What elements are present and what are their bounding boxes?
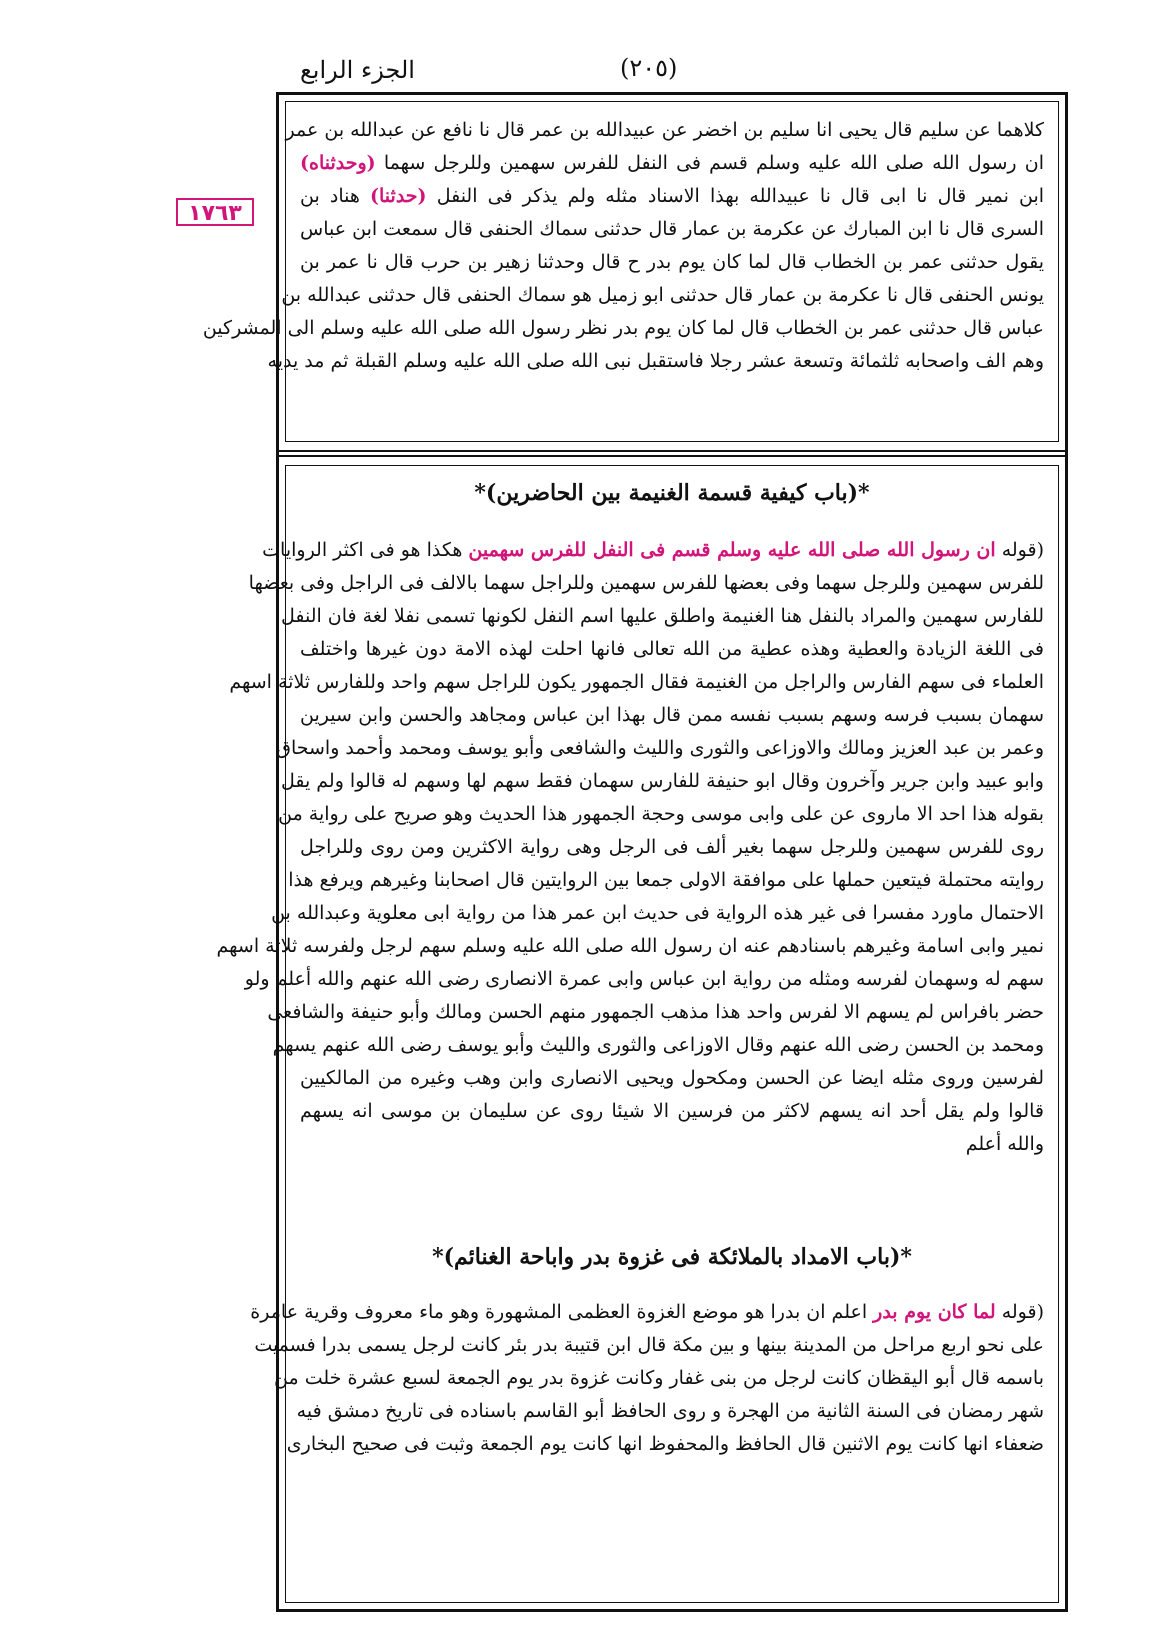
- text-line: (قوله ان رسول الله صلى الله عليه وسلم قسم فى النفل للفرس سهمين هكذا هو فى اكثر الروايات: [262, 539, 1044, 561]
- text-line: وعمر بن عبد العزيز ومالك والاوزاعى والثورى والليث والشافعى وأبو يوسف ومحمد وأحمد واسحاق: [276, 737, 1044, 759]
- text-line: شهر رمضان فى السنة الثانية من الهجرة و روى الحافظ أبو القاسم باسناده فى تاريخ دمشق فيه: [296, 1400, 1044, 1422]
- text-line: روى للفرس سهمين وللرجل سهما بغير ألف فى الرجل وهى رواية الاكثرين ومن روى وللراجل: [300, 836, 1044, 858]
- commentary-text: [250, 1296, 1044, 1461]
- text-line: ان رسول الله صلى الله عليه وسلم قسم فى النفل للفرس سهمين وللرجل سهما (وحدثناه): [300, 152, 1044, 174]
- text-line: وابو عبيد وابن جرير وآخرون وقال ابو حنيفة للفارس سهمان فقط سهم لها وسهم له قالوا ولم يقل: [280, 770, 1044, 792]
- text-line: سهمان بسبب فرسه وسهم بسبب نفسه ممن قال بهذا ابن عباس ومجاهد والحسن وابن سيرين: [300, 704, 1044, 726]
- text-line: فى اللغة الزيادة والعطية وهذه عطية من الله تعالى فانها احلت لهذه الامة دون غيرها واختلف: [300, 638, 1044, 660]
- chapter-heading: *(باب الامداد بالملائكة فى غزوة بدر واباحة الغنائم)*: [432, 1244, 912, 1270]
- text-line: روايته محتملة فيتعين حملها على موافقة الاولى جمعا بين الروايتين قال اصحابنا وغيرهم ويرفع هذا: [288, 869, 1044, 891]
- page-number: (٢٠٥): [620, 54, 678, 82]
- text-line: على نحو اربع مراحل من المدينة بينها و بين مكة قال ابن قتيبة بدر بئر كانت لرجل يسمى بدرا فسميت: [254, 1334, 1044, 1356]
- text-line: للفارس سهمين والمراد بالنفل هنا الغنيمة واطلق عليها اسم النفل لكونها تسمى نفلا لغة فان النفل: [280, 605, 1044, 627]
- text-line: قالوا ولم يقل أحد انه يسهم لاكثر من فرسين الا شيئا روى عن سليمان بن موسى انه يسهم: [300, 1100, 1044, 1122]
- hadith-marker: (وحدثناه): [300, 152, 376, 174]
- quoted-hadith: ان رسول الله صلى الله عليه وسلم قسم فى النفل للفرس سهمين: [468, 539, 996, 561]
- text-line: بقوله هذا احد الا ماروى عن على وابى موسى وحجة الجمهور هذا الحديث وهو صريح على رواية من: [278, 803, 1044, 825]
- hadith-marker: (حدثنا): [370, 185, 427, 207]
- section-divider: [279, 450, 1065, 457]
- margin-hadith-number: ١٧٦٣: [176, 198, 254, 226]
- text-line: لفرسين وروى مثله ايضا عن الحسن ومكحول ويحيى الانصارى وابن وهب وغيره من المالكيين: [300, 1067, 1044, 1089]
- text-line: ابن نمير قال نا ابى قال نا عبيدالله بهذا الاسناد مثله ولم يذكر فى النفل (حدثنا) هناد بن: [300, 185, 1045, 207]
- text-line: يقول حدثنى عمر بن الخطاب قال لما كان يوم بدر ح قال وحدثنا زهير بن حرب قال نا عمر بن: [300, 251, 1044, 273]
- text-line: عباس قال حدثنى عمر بن الخطاب قال لما كان يوم بدر نظر رسول الله صلى الله عليه وسلم الى المشركين: [202, 317, 1044, 339]
- text-line: الاحتمال ماورد مفسرا فى غير هذه الرواية فى حديث ابن عمر هذا من رواية ابى معلوية وعبدالله بن: [271, 902, 1044, 924]
- text-line: للفرس سهمين وللرجل سهما وفى بعضها للفرس سهمين وللراجل سهما بالالف فى الراجل وفى بعضها: [248, 572, 1044, 594]
- text-line: ومحمد بن الحسن رضى الله عنهم وقال الاوزاعى والثورى والليث وأبو يوسف رضى الله عنهم يسهم: [272, 1034, 1044, 1056]
- text-line: وهم الف واصحابه ثلثمائة وتسعة عشر رجلا فاستقبل نبى الله صلى الله عليه وسلم القبلة ثم مد يديه: [267, 350, 1044, 372]
- text-line: ضعفاء انها كانت يوم الاثنين قال الحافظ والمحفوظ انها كانت يوم الجمعة وثبت فى صحيح البخارى: [286, 1433, 1044, 1455]
- text-line: العلماء فى سهم الفارس والراجل من الغنيمة فقال الجمهور يكون للراجل سهم واحد وللفارس ثلاثة اسهم: [229, 671, 1044, 693]
- commentary-box: [216, 465, 1059, 1603]
- text-line: والله أعلم: [965, 1133, 1044, 1155]
- text-line: باسمه قال أبو اليقظان كانت لرجل من بنى غفار وكانت غزوة بدر يوم الجمعة لسبع عشرة خلت من: [274, 1367, 1044, 1389]
- page-header-title: الجزء الرابع: [300, 56, 415, 84]
- commentary-text: [216, 534, 1044, 1161]
- text-line: السرى قال نا ابن المبارك عن عكرمة بن عمار قال حدثنى سماك الحنفى قال سمعت ابن عباس: [300, 218, 1044, 240]
- text-line: كلاهما عن سليم قال يحيى انا سليم بن اخضر عن عبيدالله بن عمر قال نا نافع عن عبدالله بن عمر: [285, 119, 1044, 141]
- text-line: (قوله لما كان يوم بدر اعلم ان بدرا هو موضع الغزوة العظمى المشهورة وهو ماء معروف وقرية عامرة: [250, 1301, 1044, 1323]
- chapter-heading: *(باب كيفية قسمة الغنيمة بين الحاضرين)*: [474, 480, 870, 506]
- quoted-hadith: لما كان يوم بدر: [873, 1301, 996, 1323]
- text-line: يونس الحنفى قال نا عكرمة بن عمار قال حدثنى ابو زميل هو سماك الحنفى قال حدثنى عبدالله بن: [281, 284, 1044, 306]
- text-line: سهم له وسهمان لفرسه ومثله من رواية ابن عباس وابى عمرة الانصارى رضى الله عنهم والله أعلم ولو: [244, 968, 1044, 990]
- text-line: حضر بافراس لم يسهم الا لفرس واحد هذا مذهب الجمهور منهم الحسن ومالك وأبو حنيفة والشافعى: [267, 1001, 1044, 1023]
- text-line: نمير وابى اسامة وغيرهم باسنادهم عنه ان رسول الله صلى الله عليه وسلم سهم لرجل ولفرسه ثلاثة اسهم: [216, 935, 1044, 957]
